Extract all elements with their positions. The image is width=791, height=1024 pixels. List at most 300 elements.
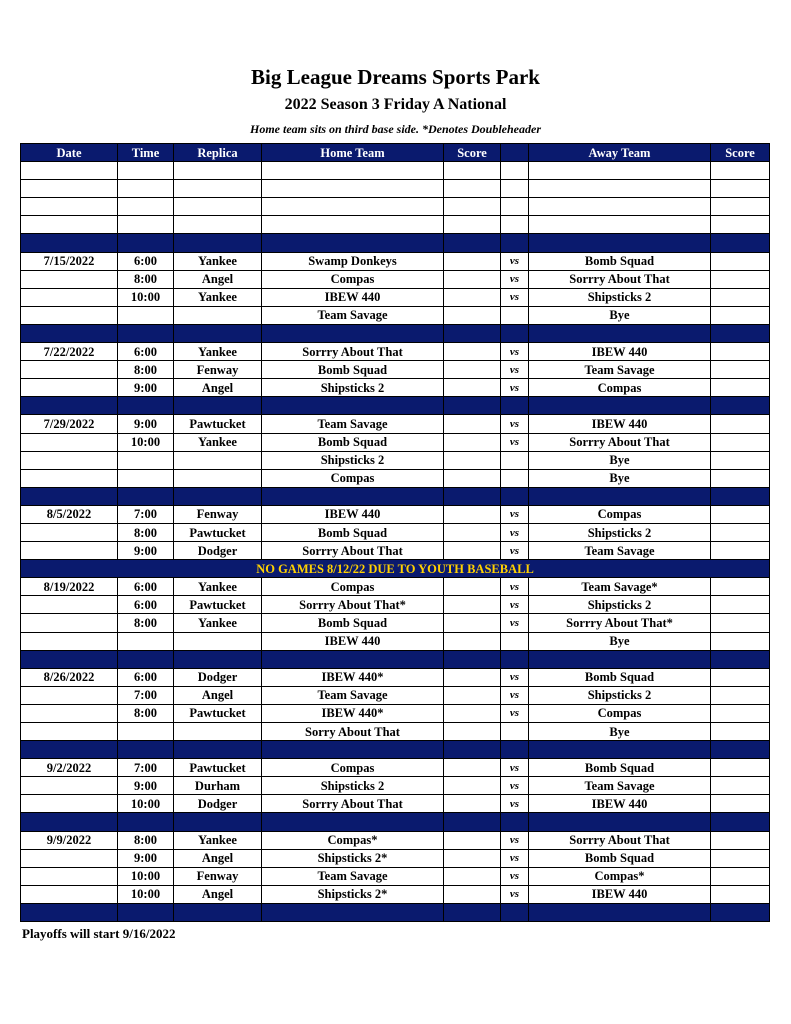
cell-date xyxy=(21,379,118,397)
separator-cell xyxy=(174,234,262,252)
game-row xyxy=(21,795,770,813)
separator-cell xyxy=(174,397,262,415)
cell-away-team: Bomb Squad xyxy=(529,759,711,777)
separator-cell xyxy=(118,234,174,252)
separator-cell xyxy=(529,234,711,252)
separator-cell xyxy=(262,650,444,668)
cell-time: 8:00 xyxy=(118,361,174,379)
separator-cell xyxy=(262,234,444,252)
separator-cell xyxy=(501,741,529,759)
separator-cell xyxy=(529,324,711,342)
cell-home-score xyxy=(444,831,501,849)
cell-replica: Angel xyxy=(174,885,262,903)
week-separator-row xyxy=(21,903,770,921)
cell-time xyxy=(118,469,174,487)
cell-time: 6:00 xyxy=(118,578,174,596)
cell-home-score xyxy=(444,433,501,451)
separator-cell xyxy=(262,741,444,759)
cell-replica: Durham xyxy=(174,777,262,795)
cell-date: 8/26/2022 xyxy=(21,668,118,686)
separator-cell xyxy=(444,741,501,759)
cell-home-team xyxy=(262,216,444,234)
cell-date xyxy=(21,777,118,795)
cell-home-team: Shipsticks 2 xyxy=(262,777,444,795)
separator-cell xyxy=(501,234,529,252)
separator-cell xyxy=(118,397,174,415)
cell-home-team: Sorry About That xyxy=(262,723,444,741)
cell-vs: vs xyxy=(501,288,529,306)
cell-away-score xyxy=(711,777,770,795)
cell-home-team: Bomb Squad xyxy=(262,433,444,451)
cell-vs: vs xyxy=(501,885,529,903)
cell-vs: vs xyxy=(501,252,529,270)
cell-away-score xyxy=(711,867,770,885)
cell-replica: Yankee xyxy=(174,614,262,632)
separator-cell xyxy=(711,650,770,668)
cell-time: 8:00 xyxy=(118,523,174,541)
cell-away-score xyxy=(711,723,770,741)
separator-cell xyxy=(262,903,444,921)
separator-cell xyxy=(21,741,118,759)
cell-replica: Fenway xyxy=(174,361,262,379)
cell-home-score xyxy=(444,759,501,777)
col-away-score: Score xyxy=(711,144,770,162)
separator-cell xyxy=(21,487,118,505)
cell-vs xyxy=(501,723,529,741)
cell-date xyxy=(21,867,118,885)
cell-time: 6:00 xyxy=(118,596,174,614)
cell-home-team: Team Savage xyxy=(262,415,444,433)
cell-date: 7/22/2022 xyxy=(21,343,118,361)
game-row xyxy=(21,704,770,722)
cell-date xyxy=(21,686,118,704)
cell-away-score xyxy=(711,885,770,903)
separator-cell xyxy=(529,903,711,921)
playoffs-note: Playoffs will start 9/16/2022 xyxy=(22,926,176,941)
game-row xyxy=(21,723,770,741)
game-row xyxy=(21,523,770,541)
cell-time: 9:00 xyxy=(118,849,174,867)
separator-cell xyxy=(501,813,529,831)
cell-home-team: Bomb Squad xyxy=(262,361,444,379)
cell-date xyxy=(21,542,118,560)
cell-replica xyxy=(174,198,262,216)
cell-time: 9:00 xyxy=(118,379,174,397)
cell-away-score xyxy=(711,162,770,180)
cell-time xyxy=(118,216,174,234)
separator-cell xyxy=(174,741,262,759)
separator-cell xyxy=(711,487,770,505)
cell-time: 6:00 xyxy=(118,252,174,270)
cell-date xyxy=(21,451,118,469)
cell-replica: Dodger xyxy=(174,542,262,560)
game-row xyxy=(21,867,770,885)
col-time: Time xyxy=(118,144,174,162)
col-home-team: Home Team xyxy=(262,144,444,162)
cell-replica: Yankee xyxy=(174,831,262,849)
cell-date: 9/9/2022 xyxy=(21,831,118,849)
cell-away-score xyxy=(711,270,770,288)
cell-time xyxy=(118,198,174,216)
cell-time: 8:00 xyxy=(118,614,174,632)
cell-away-score xyxy=(711,596,770,614)
cell-vs: vs xyxy=(501,361,529,379)
cell-away-score xyxy=(711,306,770,324)
separator-cell xyxy=(118,813,174,831)
game-row xyxy=(21,343,770,361)
cell-home-score xyxy=(444,686,501,704)
separator-cell xyxy=(444,397,501,415)
cell-vs xyxy=(501,306,529,324)
separator-cell xyxy=(262,813,444,831)
cell-date xyxy=(21,180,118,198)
cell-home-team: Bomb Squad xyxy=(262,614,444,632)
cell-away-team: Shipsticks 2 xyxy=(529,596,711,614)
col-date: Date xyxy=(21,144,118,162)
cell-away-team: Bye xyxy=(529,469,711,487)
cell-home-team: Sorrry About That xyxy=(262,795,444,813)
cell-replica: Angel xyxy=(174,270,262,288)
cell-time: 8:00 xyxy=(118,270,174,288)
game-row xyxy=(21,270,770,288)
cell-vs: vs xyxy=(501,686,529,704)
cell-replica xyxy=(174,451,262,469)
cell-vs: vs xyxy=(501,505,529,523)
cell-time: 10:00 xyxy=(118,795,174,813)
cell-date xyxy=(21,885,118,903)
cell-away-score xyxy=(711,288,770,306)
cell-date xyxy=(21,216,118,234)
cell-replica: Dodger xyxy=(174,668,262,686)
game-row xyxy=(21,361,770,379)
cell-away-team xyxy=(529,198,711,216)
cell-away-team: Sorrry About That* xyxy=(529,614,711,632)
cell-away-team: Compas xyxy=(529,379,711,397)
separator-cell xyxy=(711,324,770,342)
separator-cell xyxy=(711,741,770,759)
separator-cell xyxy=(118,650,174,668)
cell-time: 9:00 xyxy=(118,542,174,560)
cell-vs: vs xyxy=(501,759,529,777)
cell-date xyxy=(21,433,118,451)
cell-home-team xyxy=(262,198,444,216)
cell-vs: vs xyxy=(501,379,529,397)
cell-replica: Dodger xyxy=(174,795,262,813)
cell-home-score xyxy=(444,198,501,216)
cell-date xyxy=(21,704,118,722)
separator-cell xyxy=(174,903,262,921)
cell-time: 10:00 xyxy=(118,867,174,885)
cell-away-score xyxy=(711,505,770,523)
cell-replica xyxy=(174,216,262,234)
cell-vs: vs xyxy=(501,270,529,288)
cell-vs: vs xyxy=(501,596,529,614)
cell-away-score xyxy=(711,523,770,541)
game-row xyxy=(21,433,770,451)
cell-time xyxy=(118,180,174,198)
cell-date xyxy=(21,795,118,813)
cell-date xyxy=(21,198,118,216)
cell-date xyxy=(21,632,118,650)
separator-cell xyxy=(444,324,501,342)
cell-away-score xyxy=(711,198,770,216)
cell-vs: vs xyxy=(501,343,529,361)
cell-home-team: Shipsticks 2 xyxy=(262,379,444,397)
col-away-team: Away Team xyxy=(529,144,711,162)
cell-away-team: Team Savage xyxy=(529,777,711,795)
cell-date: 8/5/2022 xyxy=(21,505,118,523)
cell-date xyxy=(21,614,118,632)
separator-cell xyxy=(21,650,118,668)
game-row xyxy=(21,849,770,867)
blank-row xyxy=(21,162,770,180)
cell-away-score xyxy=(711,216,770,234)
separator-cell xyxy=(529,397,711,415)
separator-cell xyxy=(21,234,118,252)
separator-cell xyxy=(444,813,501,831)
cell-home-team: Bomb Squad xyxy=(262,523,444,541)
cell-home-score xyxy=(444,180,501,198)
separator-cell xyxy=(262,324,444,342)
cell-home-team: Shipsticks 2* xyxy=(262,849,444,867)
cell-vs: vs xyxy=(501,523,529,541)
cell-date xyxy=(21,469,118,487)
game-row xyxy=(21,451,770,469)
cell-home-team: Team Savage xyxy=(262,306,444,324)
cell-date xyxy=(21,270,118,288)
cell-vs: vs xyxy=(501,849,529,867)
cell-date xyxy=(21,523,118,541)
separator-cell xyxy=(711,813,770,831)
week-separator-row xyxy=(21,487,770,505)
cell-away-team: IBEW 440 xyxy=(529,415,711,433)
separator-cell xyxy=(711,903,770,921)
cell-away-score xyxy=(711,668,770,686)
separator-cell xyxy=(21,903,118,921)
cell-time xyxy=(118,451,174,469)
separator-cell xyxy=(529,650,711,668)
separator-cell xyxy=(529,487,711,505)
cell-away-team: Shipsticks 2 xyxy=(529,686,711,704)
cell-replica: Pawtucket xyxy=(174,596,262,614)
cell-away-score xyxy=(711,180,770,198)
cell-away-team: Sorrry About That xyxy=(529,831,711,849)
game-row xyxy=(21,759,770,777)
cell-replica: Pawtucket xyxy=(174,523,262,541)
cell-replica xyxy=(174,180,262,198)
cell-home-team: Compas xyxy=(262,469,444,487)
week-separator-row xyxy=(21,650,770,668)
game-row xyxy=(21,885,770,903)
separator-cell xyxy=(262,397,444,415)
cell-vs: vs xyxy=(501,777,529,795)
cell-away-score xyxy=(711,433,770,451)
blank-row xyxy=(21,198,770,216)
cell-away-team: Bomb Squad xyxy=(529,849,711,867)
cell-away-team xyxy=(529,216,711,234)
doubleheader-note: Home team sits on third base side. *Denotes Doubleheader xyxy=(250,122,541,136)
cell-away-score xyxy=(711,686,770,704)
cell-vs xyxy=(501,469,529,487)
cell-away-score xyxy=(711,831,770,849)
cell-away-team: Bye xyxy=(529,306,711,324)
cell-time: 9:00 xyxy=(118,777,174,795)
cell-home-score xyxy=(444,614,501,632)
cell-vs xyxy=(501,216,529,234)
cell-time: 10:00 xyxy=(118,885,174,903)
cell-home-score xyxy=(444,379,501,397)
cell-vs xyxy=(501,632,529,650)
cell-away-team: Bye xyxy=(529,723,711,741)
cell-home-team: Team Savage xyxy=(262,867,444,885)
cell-time: 6:00 xyxy=(118,343,174,361)
page-title: Big League Dreams Sports Park xyxy=(251,65,540,89)
game-row xyxy=(21,831,770,849)
cell-time: 10:00 xyxy=(118,288,174,306)
cell-home-score xyxy=(444,469,501,487)
cell-date xyxy=(21,361,118,379)
cell-home-score xyxy=(444,885,501,903)
cell-home-score xyxy=(444,505,501,523)
cell-home-score xyxy=(444,523,501,541)
cell-vs: vs xyxy=(501,668,529,686)
page-subtitle: 2022 Season 3 Friday A National xyxy=(284,96,507,113)
cell-replica: Yankee xyxy=(174,252,262,270)
separator-cell xyxy=(711,234,770,252)
cell-away-score xyxy=(711,379,770,397)
cell-home-team: Shipsticks 2* xyxy=(262,885,444,903)
cell-replica: Angel xyxy=(174,849,262,867)
separator-cell xyxy=(711,397,770,415)
cell-home-score xyxy=(444,777,501,795)
cell-date xyxy=(21,849,118,867)
cell-replica: Angel xyxy=(174,379,262,397)
cell-time xyxy=(118,723,174,741)
game-row xyxy=(21,469,770,487)
cell-home-team: IBEW 440* xyxy=(262,704,444,722)
cell-date xyxy=(21,288,118,306)
cell-time: 7:00 xyxy=(118,759,174,777)
cell-replica: Pawtucket xyxy=(174,704,262,722)
cell-date: 8/19/2022 xyxy=(21,578,118,596)
game-row xyxy=(21,632,770,650)
cell-home-score xyxy=(444,270,501,288)
cell-replica: Yankee xyxy=(174,433,262,451)
cell-time: 10:00 xyxy=(118,433,174,451)
separator-cell xyxy=(444,234,501,252)
cell-home-score xyxy=(444,704,501,722)
game-row xyxy=(21,614,770,632)
cell-home-team xyxy=(262,162,444,180)
cell-home-score xyxy=(444,578,501,596)
cell-replica xyxy=(174,162,262,180)
cell-vs: vs xyxy=(501,831,529,849)
cell-time: 6:00 xyxy=(118,668,174,686)
cell-date xyxy=(21,723,118,741)
cell-away-score xyxy=(711,343,770,361)
separator-cell xyxy=(21,324,118,342)
cell-home-team: Compas xyxy=(262,759,444,777)
cell-time xyxy=(118,632,174,650)
cell-vs: vs xyxy=(501,578,529,596)
cell-away-score xyxy=(711,542,770,560)
schedule-body xyxy=(21,162,770,922)
cell-away-team: Team Savage* xyxy=(529,578,711,596)
cell-time: 8:00 xyxy=(118,831,174,849)
cell-away-score xyxy=(711,361,770,379)
blank-row xyxy=(21,180,770,198)
cell-away-score xyxy=(711,795,770,813)
cell-date: 9/2/2022 xyxy=(21,759,118,777)
cell-date: 7/15/2022 xyxy=(21,252,118,270)
cell-away-team: Shipsticks 2 xyxy=(529,288,711,306)
cell-replica xyxy=(174,723,262,741)
cell-away-team: Compas xyxy=(529,505,711,523)
separator-cell xyxy=(21,397,118,415)
game-row xyxy=(21,252,770,270)
cell-away-score xyxy=(711,704,770,722)
cell-date xyxy=(21,596,118,614)
cell-away-score xyxy=(711,252,770,270)
week-separator-row xyxy=(21,324,770,342)
cell-away-team: Bye xyxy=(529,632,711,650)
separator-cell xyxy=(118,487,174,505)
cell-home-score xyxy=(444,795,501,813)
cell-away-team: Bomb Squad xyxy=(529,252,711,270)
cell-time: 8:00 xyxy=(118,704,174,722)
cell-away-team: Sorrry About That xyxy=(529,270,711,288)
cell-vs xyxy=(501,162,529,180)
cell-away-score xyxy=(711,415,770,433)
cell-date xyxy=(21,162,118,180)
cell-away-team: Shipsticks 2 xyxy=(529,523,711,541)
cell-home-score xyxy=(444,343,501,361)
cell-vs: vs xyxy=(501,867,529,885)
cell-time xyxy=(118,306,174,324)
cell-home-score xyxy=(444,632,501,650)
cell-home-team: Compas xyxy=(262,270,444,288)
cell-replica: Fenway xyxy=(174,867,262,885)
separator-cell xyxy=(501,324,529,342)
cell-away-score xyxy=(711,614,770,632)
cell-replica xyxy=(174,469,262,487)
separator-cell xyxy=(174,487,262,505)
cell-home-team xyxy=(262,180,444,198)
cell-replica xyxy=(174,632,262,650)
cell-away-team: Bye xyxy=(529,451,711,469)
cell-away-team: Compas xyxy=(529,704,711,722)
separator-cell xyxy=(262,487,444,505)
cell-home-team: Compas xyxy=(262,578,444,596)
cell-home-score xyxy=(444,668,501,686)
cell-replica: Yankee xyxy=(174,343,262,361)
cell-home-score xyxy=(444,216,501,234)
cell-home-score xyxy=(444,596,501,614)
cell-home-score xyxy=(444,867,501,885)
cell-home-team: IBEW 440 xyxy=(262,288,444,306)
blank-row xyxy=(21,216,770,234)
cell-away-score xyxy=(711,849,770,867)
cell-vs: vs xyxy=(501,542,529,560)
game-row xyxy=(21,542,770,560)
separator-cell xyxy=(501,397,529,415)
separator-cell xyxy=(118,903,174,921)
separator-cell xyxy=(444,650,501,668)
cell-vs xyxy=(501,180,529,198)
col-replica: Replica xyxy=(174,144,262,162)
cell-away-score xyxy=(711,632,770,650)
separator-cell xyxy=(529,813,711,831)
